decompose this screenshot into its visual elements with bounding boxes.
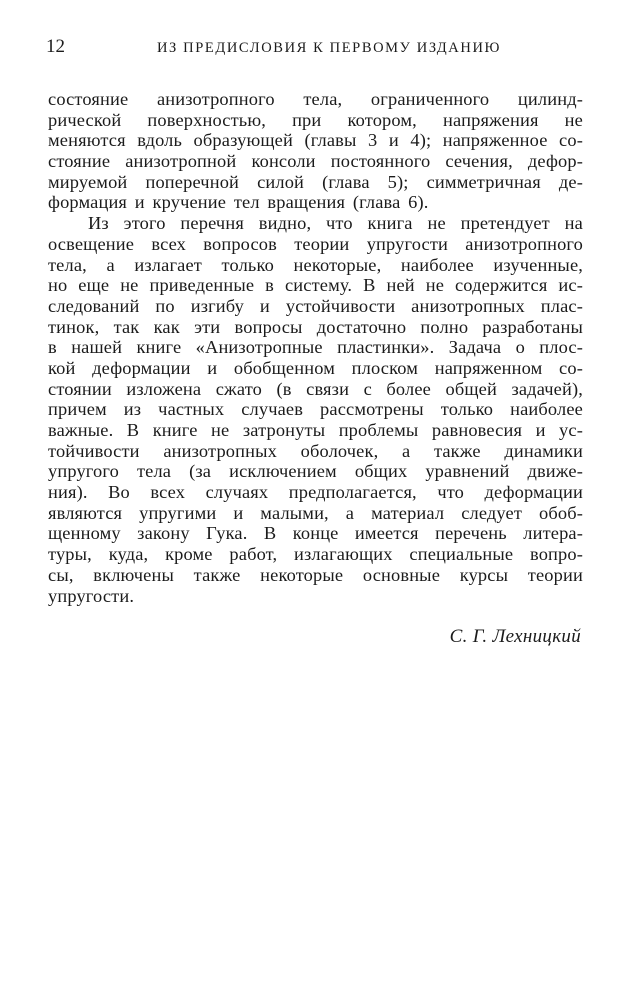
text-line: кой деформации и обобщенном плоском напряженном со- bbox=[48, 357, 583, 378]
text-line: причем из частных случаев рассмотрены только наиболее bbox=[48, 399, 583, 420]
text-line: меняются вдоль образующей (главы 3 и 4); напряженное со- bbox=[48, 130, 583, 151]
text-line: но еще не приведенные в систему. В ней не содержится ис- bbox=[48, 275, 583, 296]
text-line: стоянии изложена сжато (в связи с более общей задачей), bbox=[48, 378, 583, 399]
author-signature: С. Г. Лехницкий bbox=[449, 626, 581, 647]
page-number: 12 bbox=[46, 36, 65, 57]
text-line: сы, включены также некоторые основные курсы теории bbox=[48, 564, 583, 585]
body-text bbox=[48, 89, 583, 606]
text-line: ния). Во всех случаях предполагается, что деформации bbox=[48, 482, 583, 503]
text-line: тойчивости анизотропных оболочек, а также динамики bbox=[48, 440, 583, 461]
text-line: Из этого перечня видно, что книга не претендует на bbox=[88, 213, 583, 234]
text-line: упругого тела (за исключением общих уравнений движе- bbox=[48, 461, 583, 482]
text-line: в нашей книге «Анизотропные пластинки». Задача о плос- bbox=[48, 337, 583, 358]
text-line: состояние анизотропного тела, ограниченного цилинд- bbox=[48, 89, 583, 109]
text-line: формация и кручение тел вращения (глава 6). bbox=[48, 192, 429, 213]
text-line: освещение всех вопросов теории упругости анизотропного bbox=[48, 233, 583, 254]
text-line: стояние анизотропной консоли постоянного сечения, дефор- bbox=[48, 151, 583, 172]
text-line: туры, куда, кроме работ, излагающих специальные вопро- bbox=[48, 544, 583, 565]
text-line: являются упругими и малыми, а материал следует обоб- bbox=[48, 502, 583, 523]
text-line: мируемой поперечной силой (глава 5); симметричная де- bbox=[48, 171, 583, 192]
text-line: упругости. bbox=[48, 585, 135, 606]
text-line: рической поверхностью, при котором, напряжения не bbox=[48, 109, 583, 130]
text-line: тела, а излагает только некоторые, наиболее изученные, bbox=[48, 254, 583, 275]
text-line: тинок, так как эти вопросы достаточно полно разработаны bbox=[48, 316, 583, 337]
text-line: важные. В книге не затронуты проблемы равновесия и ус- bbox=[48, 420, 583, 440]
text-line: щенному закону Гука. В конце имеется перечень литера- bbox=[48, 523, 583, 544]
text-line: следований по изгибу и устойчивости анизотропных плас- bbox=[48, 295, 583, 316]
running-title: ИЗ ПРЕДИСЛОВИЯ К ПЕРВОМУ ИЗДАНИЮ bbox=[156, 40, 502, 56]
